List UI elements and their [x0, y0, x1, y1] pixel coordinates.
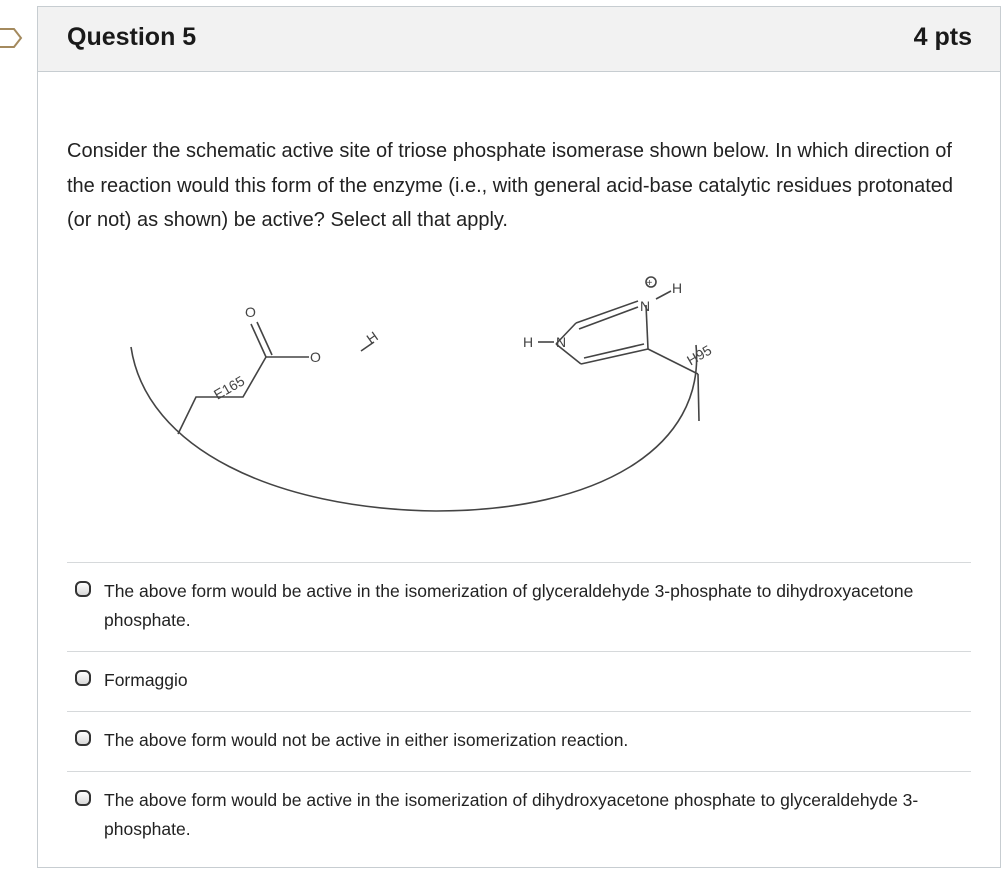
- active-site-diagram: [126, 269, 716, 519]
- checkbox-2[interactable]: [75, 670, 91, 686]
- checkbox-1[interactable]: [75, 581, 91, 597]
- imidazole-n1: N: [556, 334, 567, 350]
- checkbox-3[interactable]: [75, 730, 91, 746]
- answer-option-4[interactable]: [67, 771, 971, 860]
- residue-label-h95: H95: [684, 341, 715, 369]
- hydroxyl-h: H: [363, 328, 381, 347]
- imidazole-n2: N: [640, 298, 651, 314]
- carbonyl-oxygen: O: [245, 304, 256, 320]
- residue-label-e165: E165: [210, 372, 248, 403]
- answer-option-2[interactable]: [67, 651, 971, 711]
- question-card: [37, 6, 1001, 868]
- answer-label-1[interactable]: The above form would be active in the isomerization of glyceraldehyde 3-phosphate to dihydroxyacetone phosphate.: [104, 581, 914, 630]
- question-flag-icon[interactable]: [0, 26, 24, 50]
- question-header: [38, 7, 1000, 72]
- hydroxyl-oxygen: O: [310, 349, 321, 365]
- checkbox-4[interactable]: [75, 790, 91, 806]
- answer-label-3[interactable]: The above form would not be active in either isomerization reaction.: [104, 730, 629, 750]
- positive-charge: +: [646, 278, 653, 289]
- answer-label-2[interactable]: Formaggio: [104, 670, 188, 690]
- question-points: 4 pts: [913, 23, 972, 51]
- answer-list: [67, 562, 971, 860]
- imidazole-h: H: [523, 334, 534, 350]
- question-text: Consider the schematic active site of triose phosphate isomerase shown below. In which direction of the reaction would this form of the enzyme (i.e., with general acid-base catalytic residues protonated (or not) as shown) be active? Select all that apply.: [67, 140, 954, 231]
- pocket-arc: [131, 345, 697, 511]
- answer-option-3[interactable]: [67, 711, 971, 771]
- answer-label-4[interactable]: The above form would be active in the isomerization of dihydroxyacetone phosphate to glyceraldehyde 3-phosphate.: [104, 790, 919, 839]
- question-title: Question 5: [67, 23, 197, 51]
- answer-option-1[interactable]: [67, 562, 971, 651]
- imidazole-nh: H: [672, 280, 683, 296]
